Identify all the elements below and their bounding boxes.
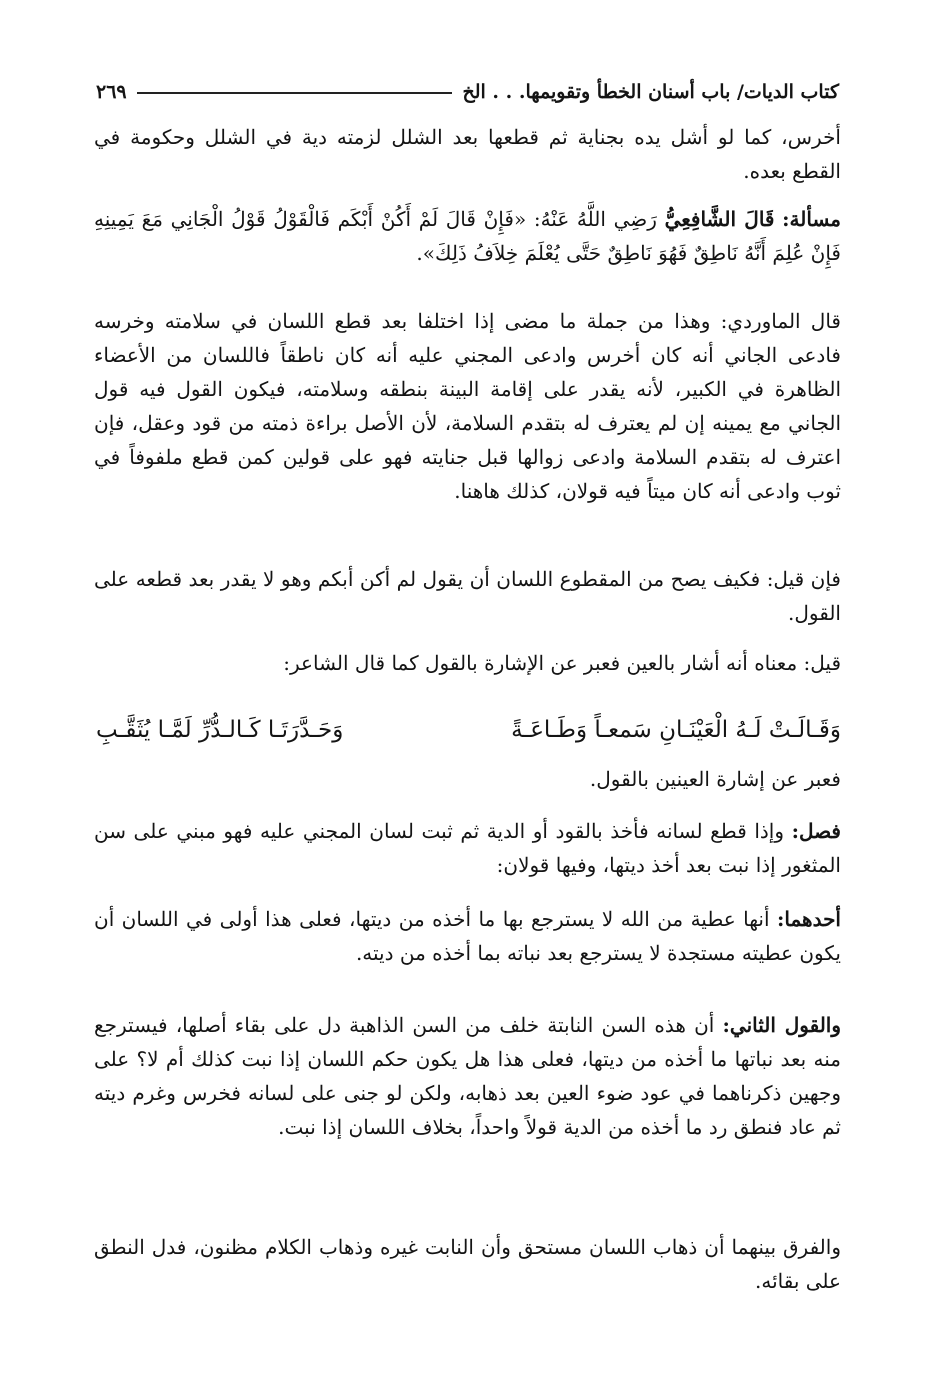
running-header xyxy=(96,74,839,110)
paragraph-text: أن هذه السن النابتة خلف من السن الذاهبة دل على بقاء أصلها، فيسترجع منه بعد نباتها ما أخذه من ديتها، فعلى هذا هل يكون حكم اللسان إذا نبت كذلك أم لا؟ على وجهين ذكرناهما في عود ضوء العين بعد ذهابه، ولكن لو جنى على لسانه فخرس وغرم ديته ثم عاد فنطق رد ما أخذه من الدية قولاً واحداً، بخلاف اللسان إذا نبت. xyxy=(94,1013,841,1139)
paragraph-difference xyxy=(94,1230,841,1298)
verse-first-hemistich: وَقَـالَـتْ لَـهُ الْعَيْنَـانِ سَمعـاً وَطَـاعَـةً xyxy=(511,717,841,743)
running-title: كتاب الديات/ باب أسنان الخطأ وتقويمها. . . الخ xyxy=(462,81,839,103)
paragraph-second-opinion xyxy=(94,1008,841,1144)
paragraph-text: فعبر عن إشارة العينين بالقول. xyxy=(589,767,841,791)
paragraph-continuation xyxy=(94,120,841,188)
second-opinion-label: والقول الثاني: xyxy=(722,1013,842,1037)
imam-name: قَالَ الشَّافِعِيُّ xyxy=(664,207,775,231)
paragraph-masala xyxy=(94,202,841,270)
paragraph-text: فإن قيل: فكيف يصح من المقطوع اللسان أن يقول لم أكن أبكم وهو لا يقدر بعد قطعه على القول. xyxy=(94,567,841,625)
paragraph-text: والفرق بينهما أن ذهاب اللسان مستحق وأن النابت غيره وذهاب الكلام مظنون، فدل النطق على بقائه. xyxy=(94,1235,841,1293)
quote-text: رَضِي اللَّهُ عَنْهُ: «فَإِنْ قَالَ لَمْ أَكُنْ أَبْكَم فَالْقَوْلُ قَوْلُ الْجَانِي مَعَ يَمِينِهِ فَإِنْ عُلِمَ أَنَّهُ نَاطِقٌ فَهُوَ نَاطِقٌ حَتَّى يُعْلَمَ خِلاَفُ ذَلِكَ». xyxy=(94,207,841,265)
paragraph-text: أنها عطية من الله لا يسترجع بها ما أخذه من ديتها، فعلى هذا أولى في اللسان أن يكون عطيته مستجدة لا يسترجع بعد نباته بما أخذه من ديته. xyxy=(94,907,841,965)
paragraph-answer xyxy=(94,646,841,680)
paragraph-first-opinion xyxy=(94,902,841,970)
masala-label: مسألة: xyxy=(782,207,842,231)
paragraph-objection xyxy=(94,562,841,630)
paragraph-text: وإذا قطع لسانه فأخذ بالقود أو الدية ثم ثبت لسان المجني عليه فهو مبني على سن المثغور إذا نبت بعد أخذ ديتها، وفيها قولان: xyxy=(94,819,841,877)
paragraph-verse-comment xyxy=(94,762,841,796)
first-opinion-label: أحدهما: xyxy=(776,907,841,931)
paragraph-fasl xyxy=(94,814,841,882)
verse-second-hemistich: وَحَـدَّرَتَـا كَـالـدُّرِّ لَمَّـا يُثَقَّـبِ xyxy=(96,717,344,743)
poetry-verse xyxy=(96,708,841,752)
paragraph-text: أخرس، كما لو أشل يده بجناية ثم قطعها بعد الشلل لزمته دية في الشلل وحكومة في القطع بعده. xyxy=(94,125,841,183)
header-rule xyxy=(137,92,453,94)
page-number: ٢٦٩ xyxy=(96,81,127,103)
fasl-label: فصل: xyxy=(791,819,841,843)
paragraph-text: قال الماوردي: وهذا من جملة ما مضى إذا اختلفا بعد قطع اللسان في سلامته وخرسه فادعى الجاني أنه كان أخرس وادعى المجني عليه أنه كان ناطقاً فاللسان من الأعضاء الظاهرة في الكبير، لأنه يقدر على إقامة البينة بنطقه وسلامته، فيكون القول فيه قول الجاني مع يمينه إن لم يعترف له بتقدم السلامة، لأن الأصل براءة ذمته من قود وعقل، فإن اعترف له بتقدم السلامة وادعى زوالها قبل جنايته فهو على قولين كمن قطع ملفوفاً في ثوب وادعى أنه كان ميتاً فيه قولان، كذلك هاهنا. xyxy=(94,309,841,503)
paragraph-mawardi xyxy=(94,304,841,508)
paragraph-text: قيل: معناه أنه أشار بالعين فعبر عن الإشارة بالقول كما قال الشاعر: xyxy=(283,651,841,675)
